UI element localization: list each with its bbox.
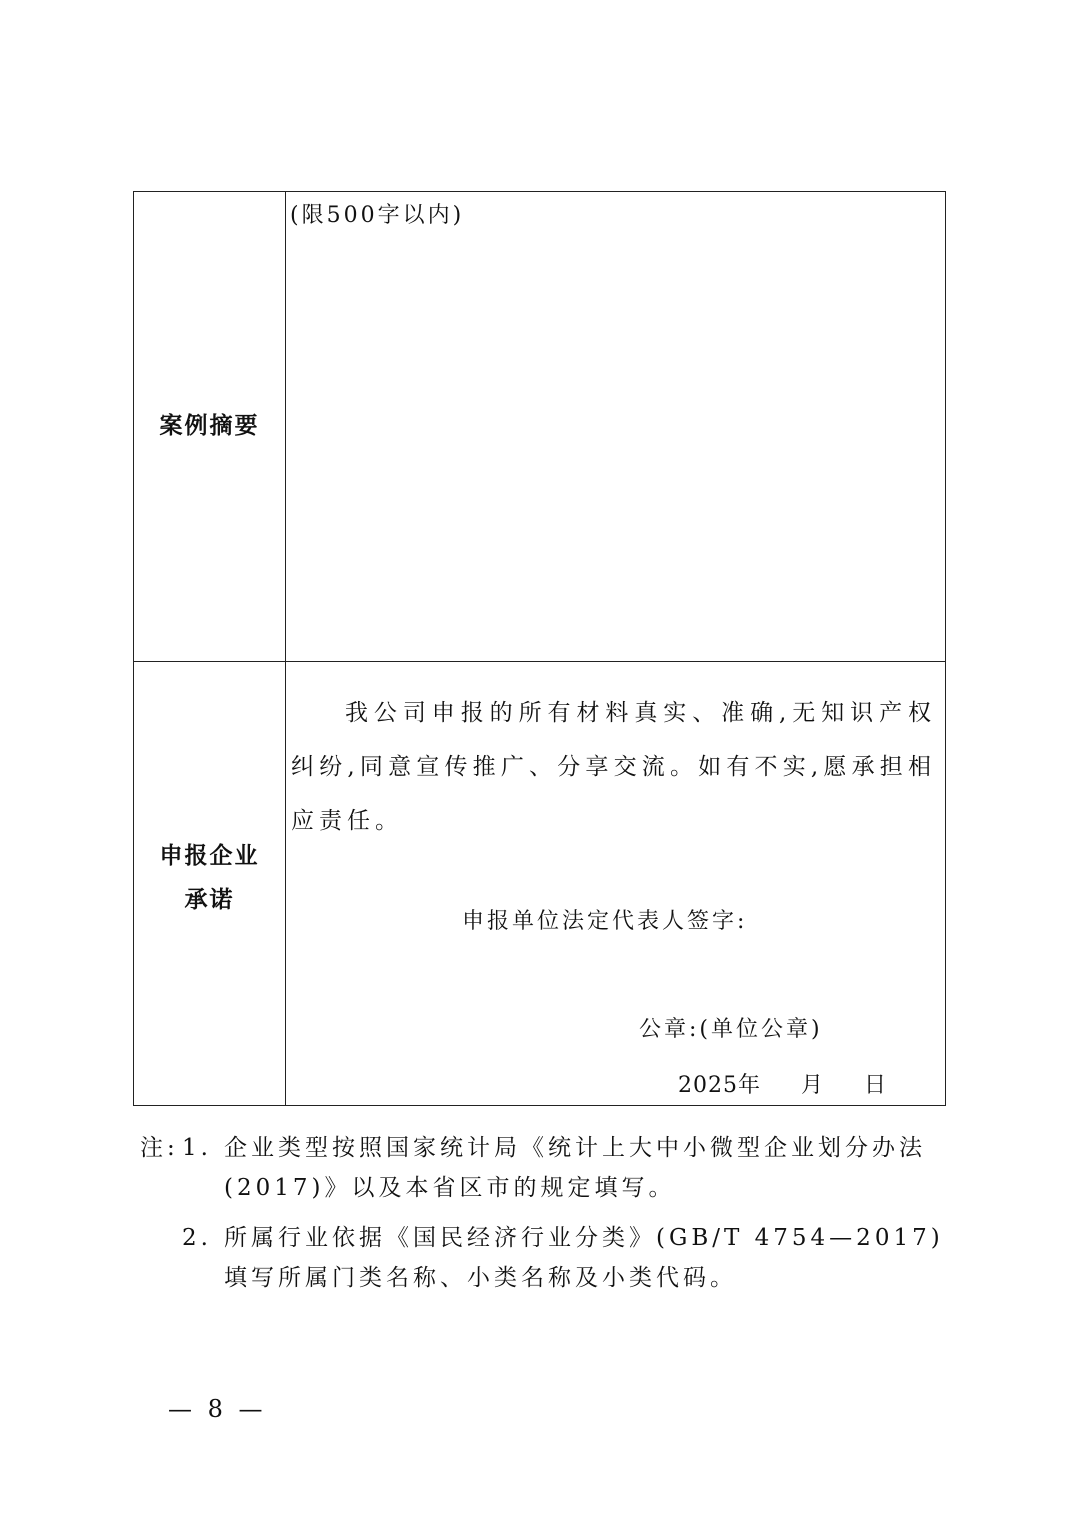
date-day: 日 (864, 1073, 888, 1098)
legal-representative-signature-line: 申报单位法定代表人签字: (462, 909, 748, 934)
company-promise-label-line1: 申报企业 (159, 843, 260, 869)
row-divider (134, 661, 945, 662)
note-item (140, 1128, 946, 1208)
note-number: 1. (182, 1135, 212, 1161)
page-number: — 8 — (168, 1395, 267, 1423)
date-line (678, 1068, 909, 1099)
official-seal-line: 公章:(单位公章) (639, 1017, 823, 1042)
note-text: 所属行业依据《国民经济行业分类》(GB/T 4754—2017)填写所属门类名称、小类名称及小类代码。 (224, 1225, 944, 1291)
date-year: 2025年 (678, 1073, 761, 1098)
column-divider (285, 192, 286, 1105)
note-text: 企业类型按照国家统计局《统计上大中小微型企业划分办法(2017)》以及本省区市的规定填写。 (224, 1135, 926, 1201)
company-promise-label (134, 834, 285, 922)
promise-statement: 我公司申报的所有材料真实、准确,无知识产权纠纷,同意宣传推广、分享交流。如有不实,愿承担相应责任。 (291, 700, 936, 834)
note-number: 2. (182, 1225, 212, 1251)
note-item (140, 1218, 946, 1298)
footnotes (140, 1128, 946, 1308)
note-prefix: 注: (140, 1135, 179, 1161)
date-month: 月 (801, 1073, 825, 1098)
case-summary-hint: (限500字以内) (290, 203, 465, 228)
company-promise-label-line2: 承诺 (184, 887, 235, 913)
case-summary-label: 案例摘要 (159, 413, 260, 439)
application-form-table (133, 191, 946, 1106)
